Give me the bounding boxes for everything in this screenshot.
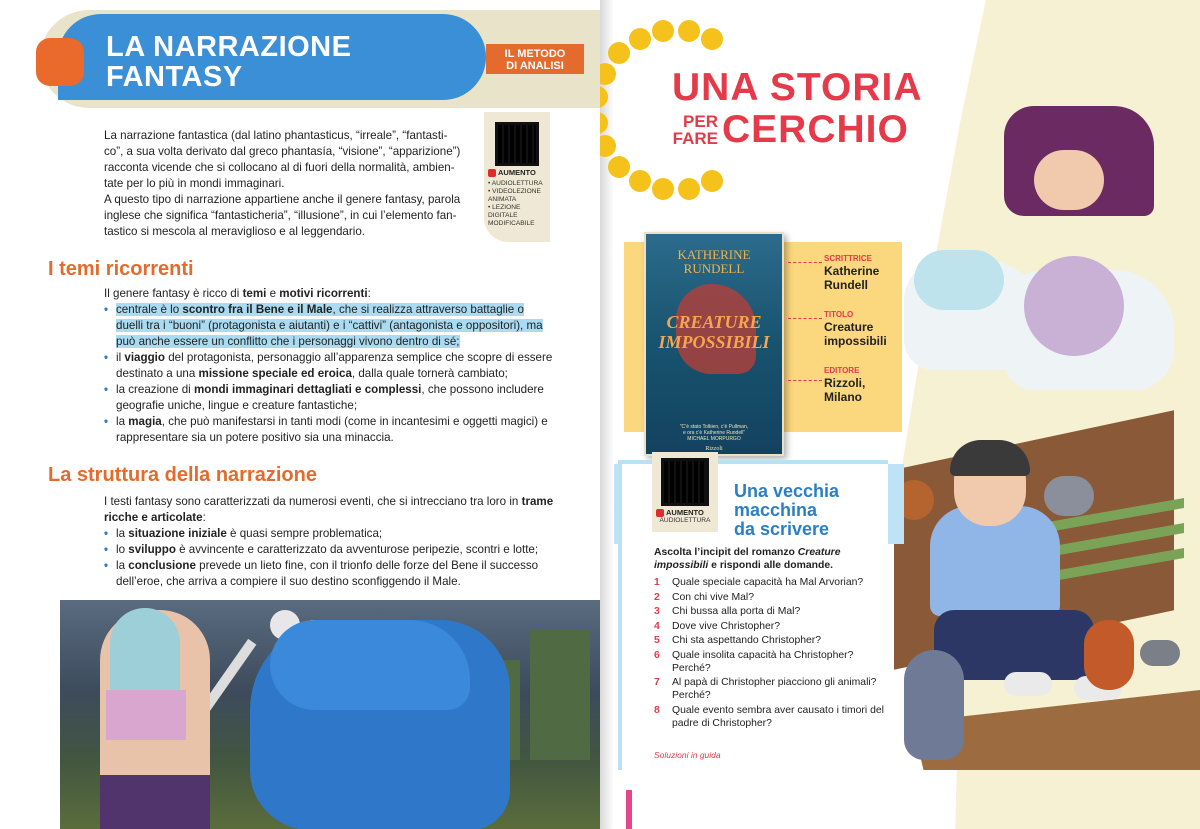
list-item: • lo sviluppo è avvincente e caratterizzato da avventurose peripezie, scontri e lotte;: [104, 542, 554, 558]
decoration-dot: [678, 178, 700, 200]
structure-list: [104, 526, 554, 590]
themes-lead: Il genere fantasy è ricco di temi e motivi ricorrenti:: [104, 287, 371, 300]
question-text: Chi bussa alla porta di Mal?: [672, 606, 801, 617]
question-text: Dove vive Christopher?: [672, 620, 780, 632]
question-item: [654, 620, 886, 633]
decoration-dot: [608, 156, 630, 178]
method-tag: IL METODO DI ANALISI: [486, 44, 584, 74]
book-card: [612, 232, 902, 456]
decoration-dot: [629, 28, 651, 50]
resource-list: [488, 180, 546, 228]
qr-code-icon[interactable]: [495, 122, 539, 166]
question-item: [654, 676, 886, 702]
question-item: [654, 591, 886, 604]
question-text: Con chi vive Mal?: [672, 591, 755, 603]
aumento-label: AUMENTO: [488, 168, 546, 177]
question-number: 3: [654, 606, 660, 617]
warrior-dragon-illustration: [60, 600, 600, 829]
resource-item[interactable]: • LEZIONE DIGITALE MODIFICABILE: [488, 204, 546, 228]
resource-item[interactable]: • AUDIOLETTURA: [488, 180, 546, 188]
page-title: LA NARRAZIONE FANTASY: [106, 31, 352, 93]
arrow: [788, 318, 822, 319]
feature-title-small: PER FARE: [672, 112, 718, 148]
feature-title-line2: CERCHIO: [722, 108, 909, 151]
section-heading-structure: La struttura della narrazione: [48, 464, 317, 486]
intro-paragraph: La narrazione fantastica (dal latino phantasticus, “irreale”, “fantasti- co”, a sua volta derivato dal greco phantasía, “visione”, “apparizione”) racconta vicende che si collocano al di fuori della normalità, ambien- tate per lo più in mondi immaginari. A questo tipo di narrazione appartiene anche il genere fantasy, parola inglese che significa “fantasticheria”, “illusione”, in cui l’elemento fan- tastico si mescola al meraviglioso e al leggendario.: [104, 129, 461, 238]
page-marker: [626, 790, 632, 829]
unicorn-mane: [1024, 256, 1124, 356]
dragon-head: [270, 620, 470, 710]
rabbit: [904, 650, 964, 760]
mouse: [1140, 640, 1180, 666]
list-item: • la creazione di mondi immaginari dettagliati e complessi, che possono includere geografie uniche, lingue e creature fantastiche;: [104, 382, 554, 414]
question-item: [654, 605, 886, 618]
aumento-label: AUMENTO: [656, 508, 714, 517]
aumento-icon: [656, 509, 664, 517]
solutions-note: Soluzioni in guida: [654, 750, 721, 760]
list-item: • centrale è lo scontro fra il Bene e il Male, che si realizza attraverso battaglie o duelli tra i “buoni” (protagonista e aiutanti) e i “cattivi” (antagonista e oppositori), ma può anche essere un conflitto che i personaggi vivono dentro di sé;: [104, 302, 554, 350]
feature-title-line1: UNA STORIA: [672, 66, 923, 109]
decoration-dot: [678, 20, 700, 42]
right-page: [600, 0, 1200, 829]
audio-resource-label[interactable]: AUDIOLETTURA: [659, 517, 711, 524]
resource-item[interactable]: • VIDEOLEZIONE ANIMATA: [488, 188, 546, 204]
decoration-dot: [629, 170, 651, 192]
warrior-skirt: [100, 775, 210, 829]
list-item: • la magia, che può manifestarsi in tanti modi (come in incantesimi e oggetti magici) e rappresentare sia un potere positivo sia una minaccia.: [104, 414, 554, 446]
question-text: Quale evento sembra aver causato i timori del padre di Christopher?: [672, 704, 884, 729]
fox: [1084, 620, 1134, 690]
book-author-info: SCRITTRICE Katherine Rundell: [824, 254, 880, 292]
question-item: [654, 649, 886, 675]
question-number: 4: [654, 620, 660, 632]
building: [530, 630, 590, 760]
decoration-dot: [701, 170, 723, 192]
question-text: Chi sta aspettando Christopher?: [672, 635, 822, 646]
question-number: 1: [654, 577, 660, 588]
shoe: [1004, 672, 1052, 696]
themes-list: [104, 302, 554, 446]
list-item: • la situazione iniziale è quasi sempre problematica;: [104, 526, 554, 542]
structure-lead: I testi fantasy sono caratterizzati da numerosi eventi, che si intrecciano tra loro in trame ricche e articolate:: [104, 495, 554, 524]
cover-quote: “C’è stato Tolkien, c’è Pullman, e ora c’è Katherine Rundell” MICHAEL MORPURGO: [679, 424, 749, 442]
question-number: 7: [654, 677, 660, 688]
resource-box[interactable]: [484, 112, 550, 242]
question-item: [654, 634, 886, 647]
pigeon: [1044, 476, 1094, 516]
bench-unicorn-illustration: [894, 0, 1200, 829]
arrow: [788, 262, 822, 263]
decoration-dot: [652, 20, 674, 42]
decoration-dot: [608, 42, 630, 64]
cover-author: KATHERINE RUNDELL: [677, 247, 751, 276]
book-title-info: TITOLO Creature impossibili: [824, 310, 887, 348]
question-item: [654, 576, 886, 589]
question-text: Quale insolita capacità ha Christopher? Perché?: [672, 649, 854, 674]
question-text: Al papà di Christopher piacciono gli animali? Perché?: [672, 677, 877, 701]
quiz-title: Una vecchia macchina da scrivere: [734, 481, 840, 539]
unicorn-mane: [914, 250, 1004, 310]
title-accent-shape: [36, 38, 84, 86]
question-number: 6: [654, 649, 660, 661]
themes-section: [104, 286, 554, 446]
book-cover: [644, 232, 784, 456]
list-item: • la conclusione prevede un lieto fine, con il trionfo delle forze del Bene il successo dell’eroe, che arriva a compiere il suo destino sconfiggendo il Male.: [104, 558, 554, 590]
decoration-dot: [652, 178, 674, 200]
flying-girl-face: [1034, 150, 1104, 210]
aumento-icon: [488, 169, 496, 177]
qr-code-icon[interactable]: [661, 458, 709, 506]
audio-resource-box[interactable]: [652, 452, 718, 532]
arrow: [788, 380, 822, 381]
section-heading-themes: I temi ricorrenti: [48, 258, 194, 280]
question-text: Quale speciale capacità ha Mal Arvorian?: [672, 577, 864, 588]
question-number: 8: [654, 704, 660, 716]
book-publisher-info: EDITORE Rizzoli, Milano: [824, 366, 866, 404]
list-item: • il viaggio del protagonista, personaggio all’apparenza semplice che scopre di essere destinato a una missione speciale ed eroica, dalla quale tornerà cambiato;: [104, 350, 554, 382]
cover-publisher: Rizzoli: [705, 446, 723, 452]
question-number: 2: [654, 591, 660, 603]
decoration-dot: [701, 28, 723, 50]
structure-section: [104, 494, 554, 590]
question-list: [654, 576, 886, 731]
question-number: 5: [654, 635, 660, 646]
cover-title: CREATURE IMPOSSIBILI: [658, 312, 770, 352]
question-item: [654, 704, 886, 730]
warrior-top: [106, 690, 186, 740]
quiz-instructions: Ascolta l’incipit del romanzo Creature impossibili e rispondi alle domande.: [654, 547, 841, 571]
